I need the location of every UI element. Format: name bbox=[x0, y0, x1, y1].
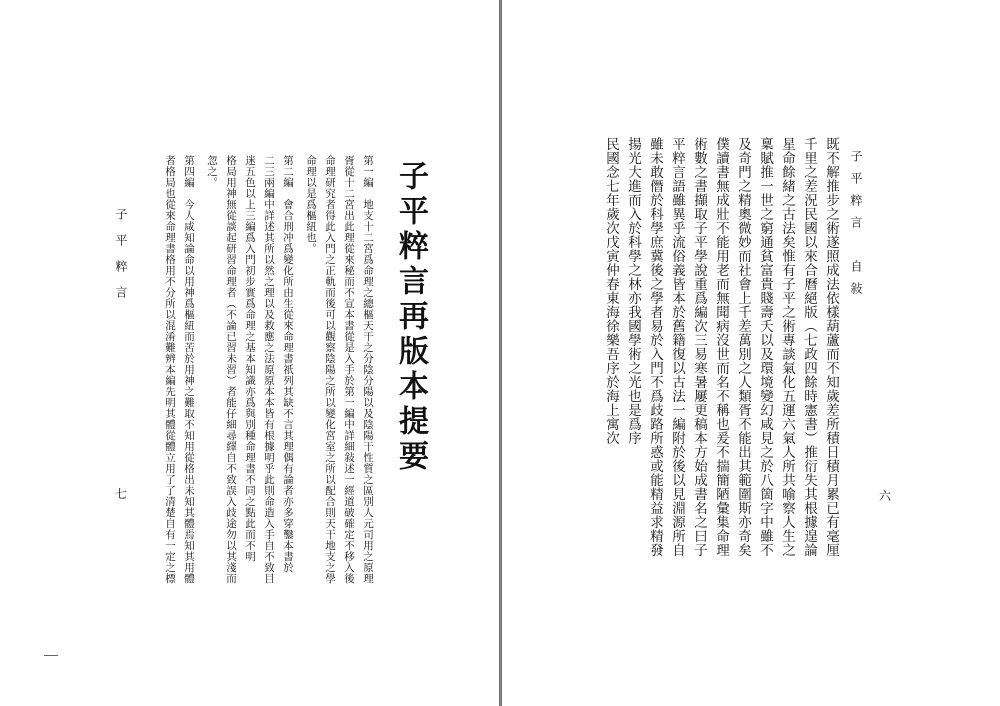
right-column-1: 既不解推步之術遂照成法依樣葫蘆而不知歲差所積日積月累已有毫厘 bbox=[823, 137, 839, 557]
right-column-7: 術數之書擷取子平學說重爲編次三易寒暑屢更稿本方始成書名之曰子 bbox=[691, 137, 707, 557]
right-column-11: 民國念七年歲次戊寅仲春東海徐樂吾序於海上寓次 bbox=[603, 137, 619, 445]
left-page bbox=[0, 0, 499, 706]
left-column-9: 忽之。 bbox=[206, 155, 218, 188]
left-column-3: 命理研究者得此入門之正軌而後可以觀察陰陽之所以變化宮室之所以配合則天干地支之學 bbox=[324, 155, 336, 584]
right-column-3: 星命餘緒之古法矣惟有子平之術專談氣化五運六氣人所共喻察人生之 bbox=[779, 137, 795, 557]
left-running-head: 子平粹言 bbox=[114, 208, 128, 312]
right-column-4: 稟賦推一世之窮通貧富貴賤壽夭以及環境變幻咸見之於八箇字中雖不 bbox=[757, 137, 773, 557]
page-mark bbox=[44, 655, 58, 656]
right-running-head: 子平粹言 自敍 bbox=[849, 150, 863, 304]
left-column-7: 迷五色以上三編爲入門初步實爲命理之基本知識亦爲與別種命理書不同之點此而不明 bbox=[244, 155, 256, 562]
right-column-2: 千里之差況民國以來合曆絕版（七政四餘時憲書）推衍失其根據遑論 bbox=[801, 137, 817, 557]
page-title: 子平粹言再版本提要 bbox=[393, 160, 428, 475]
right-column-9: 雖未敢僭於科學庶冀後之學者易於入門不爲歧路所惑或能精益求精發 bbox=[647, 137, 663, 557]
left-column-1: 第一編 地支十二宮爲命理之總樞天干之分陰分陽以及陰陽干性質之區別人元司用之原理 bbox=[362, 155, 374, 584]
right-page-number: 六 bbox=[879, 489, 892, 503]
right-page bbox=[502, 0, 1000, 706]
right-column-10: 揚光大進而入於科學之林亦我國學術之光也是爲序 bbox=[625, 137, 641, 445]
left-column-8: 格局用神無從談起研習命理者（不論已習未習）者能仔細尋繹自不致誤入歧途勿以其淺而 bbox=[225, 155, 237, 584]
left-page-number: 七 bbox=[115, 487, 128, 501]
right-column-6: 僕讀書無成壯不能用老而無聞病沒世而名不稱也爰不揣簡陋彙集命理 bbox=[713, 137, 729, 557]
left-column-4: 命理以是爲樞紐也。 bbox=[305, 155, 317, 254]
right-column-5: 及奇門之精奧微妙而社會上千差萬別之人類胥不能出其範圍斯亦奇矣 bbox=[735, 137, 751, 557]
left-column-11: 者格局也從來命理書格用不分所以混淆難辨本編先明其體從體立用了了清楚自有一定之標 bbox=[164, 155, 176, 584]
left-column-6: 二三兩編中詳述其所以然之理以及救應之法原原本本皆有根據明乎此則命造入手自不致目 bbox=[263, 155, 275, 584]
left-column-2: 胥從十二宮出此理從來秘而不宣本書從是入手於第一編中詳細敍述一經道破確定不移入後 bbox=[343, 155, 355, 584]
right-column-8: 平粹言語雖異乎流俗義皆本於舊籍復以古法一編附於後以見淵源所自 bbox=[669, 137, 685, 557]
left-column-5: 第二編 會合刑冲爲變化所由生從來命理書祇列其缺不言其理偶有論者亦多穿鑿本書於 bbox=[282, 155, 294, 573]
left-column-10: 第四編 今人咸知論命以用神爲樞紐而苦於用神之難取不知用從格出未知其體焉知其用體 bbox=[183, 155, 195, 584]
